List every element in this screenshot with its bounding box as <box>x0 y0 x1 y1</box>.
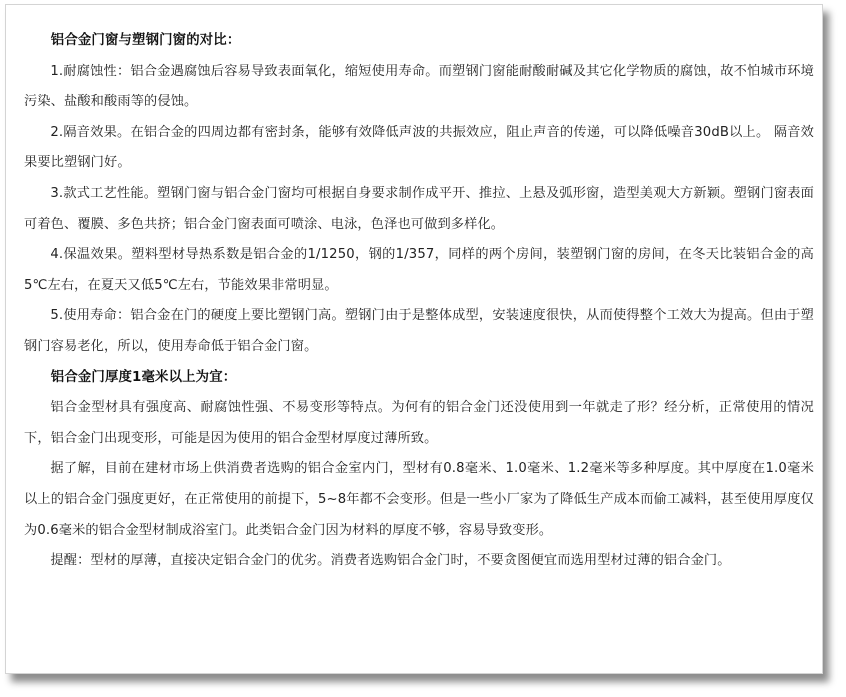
section-heading-comparison: 铝合金门窗与塑钢门窗的对比： <box>50 33 241 48</box>
paragraph-thermal-insulation: 4.保温效果。塑料型材导热系数是铝合金的1/1250，钢的1/357，同样的两个房间，装塑钢门窗的房间，在冬天比装铝合金的高5℃左右，在夏天又低5℃左右，节能效果非常明显。 <box>24 247 814 293</box>
paragraph-service-life: 5.使用寿命：铝合金在门的硬度上要比塑钢门高。塑钢门由于是整体成型，安装速度很快，从而使得整个工效大为提高。但由于塑钢门容易老化，所以，使用寿命低于铝合金门窗。 <box>24 308 814 354</box>
paragraph-reminder: 提醒：型材的厚薄，直接决定铝合金门的优劣。消费者选购铝合金门时，不要贪图便宜而选用型材过薄的铝合金门。 <box>50 553 731 569</box>
paragraph-corrosion-resistance: 1.耐腐蚀性：铝合金遇腐蚀后容易导致表面氧化，缩短使用寿命。而塑钢门窗能耐酸耐碱及其它化学物质的腐蚀，故不怕城市环境污染、盐酸和酸雨等的侵蚀。 <box>24 63 814 110</box>
paragraph-market-thickness: 据了解，目前在建材市场上供消费者选购的铝合金室内门，型材有0.8毫米、1.0毫米、1.2毫米等多种厚度。其中厚度在1.0毫米以上的铝合金门强度更好，在正常使用的前提下，5~8年都不会变形。但是一些小厂家为了降低生产成本而偷工减料，甚至使用厚度仅为0.6毫米的铝合金型材制成浴室门。此类铝合金门因为材料的厚度不够，容易导致变形。 <box>24 461 814 538</box>
paragraph-profile-properties: 铝合金型材具有强度高、耐腐蚀性强、不易变形等特点。为何有的铝合金门还没使用到一年就走了形？经分析，正常使用的情况下，铝合金门出现变形，可能是因为使用的铝合金型材厚度过薄所致。 <box>24 400 814 446</box>
article-card <box>5 4 823 674</box>
article-body <box>24 26 814 577</box>
paragraph-style-craft: 3.款式工艺性能。塑钢门窗与铝合金门窗均可根据自身要求制作成平开、推拉、上悬及弧形窗，造型美观大方新颖。塑钢门窗表面可着色、覆膜、多色共挤；铝合金门窗表面可喷涂、电泳，色泽也可做到多样化。 <box>24 185 814 232</box>
paragraph-sound-insulation: 2.隔音效果。在铝合金的四周边都有密封条，能够有效降低声波的共振效应，阻止声音的传递，可以降低噪音30dB以上。 隔音效果要比塑钢门好。 <box>24 124 814 171</box>
section-heading-thickness: 铝合金门厚度1毫米以上为宜： <box>50 369 237 385</box>
